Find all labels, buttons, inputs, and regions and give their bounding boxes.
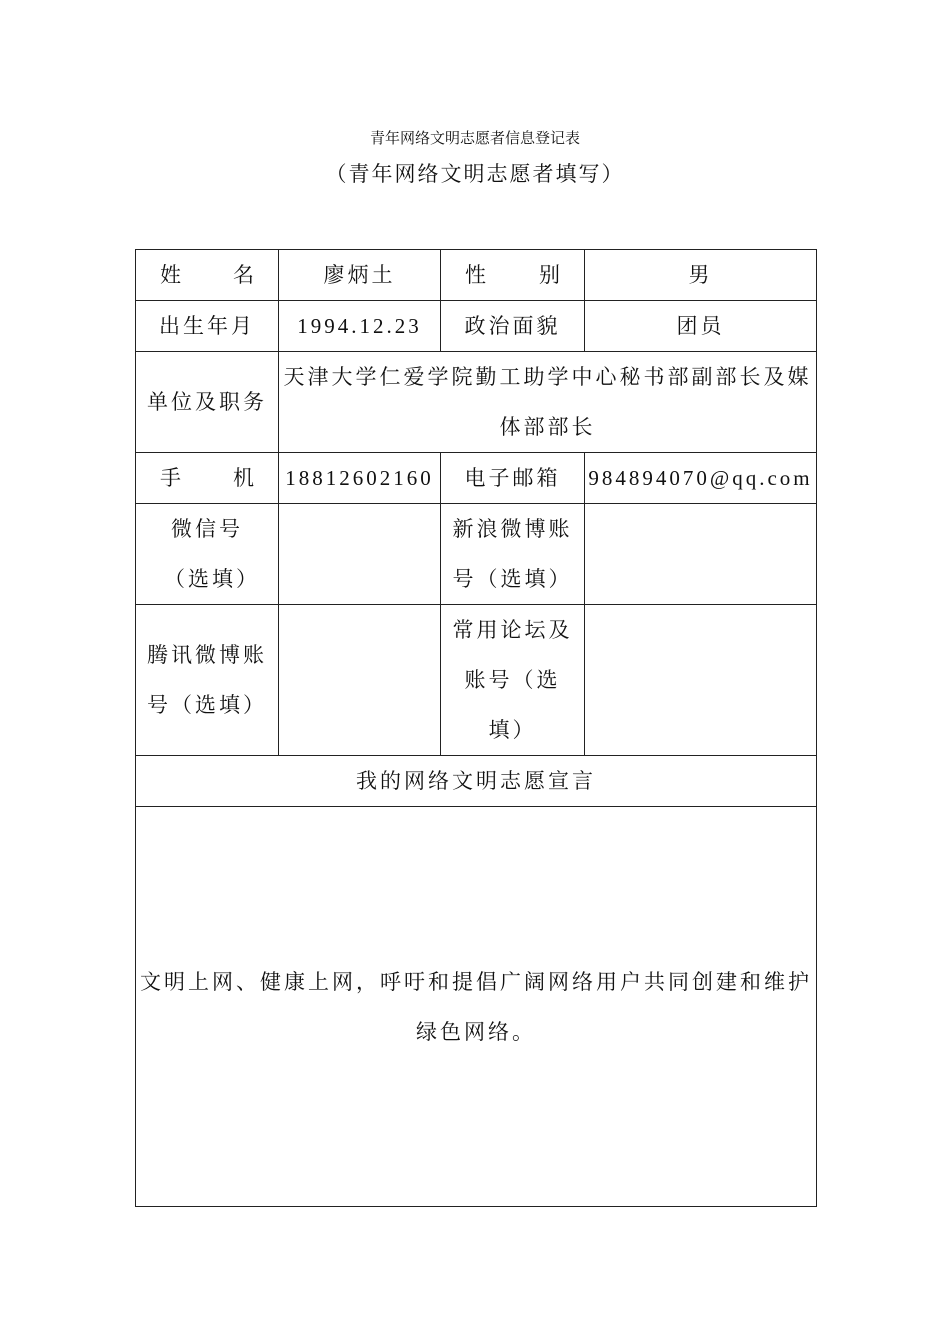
birth-label: 出生年月	[136, 301, 279, 352]
forum-value[interactable]	[585, 605, 817, 756]
name-label: 姓 名	[136, 250, 279, 301]
form-title: 青年网络文明志愿者信息登记表	[369, 129, 580, 147]
gender-label: 性 别	[441, 250, 585, 301]
form-subtitle: （青年网络文明志愿者填写）	[325, 162, 625, 186]
tencent-weibo-value[interactable]	[279, 605, 441, 756]
table-row	[136, 352, 817, 453]
birth-value[interactable]: 1994.12.23	[279, 301, 441, 352]
table-row	[136, 504, 817, 605]
gender-value[interactable]: 男	[585, 250, 817, 301]
table-row	[136, 807, 817, 1207]
name-value[interactable]: 廖炳土	[279, 250, 441, 301]
phone-label: 手 机	[136, 453, 279, 504]
table-row	[136, 250, 817, 301]
phone-value[interactable]: 18812602160	[279, 453, 441, 504]
wechat-value[interactable]	[279, 504, 441, 605]
unit-label: 单位及职务	[136, 352, 279, 453]
table-row	[136, 301, 817, 352]
sina-weibo-value[interactable]	[585, 504, 817, 605]
sina-weibo-label: 新浪微博账号（选填）	[441, 504, 585, 605]
table-row	[136, 453, 817, 504]
political-label: 政治面貌	[441, 301, 585, 352]
political-value[interactable]: 团员	[585, 301, 817, 352]
email-label: 电子邮箱	[441, 453, 585, 504]
email-value[interactable]: 984894070@qq.com	[585, 453, 817, 504]
declaration-heading: 我的网络文明志愿宣言	[136, 756, 817, 807]
wechat-label: 微信号（选填）	[136, 504, 279, 605]
tencent-weibo-label: 腾讯微博账号（选填）	[136, 605, 279, 756]
unit-value[interactable]: 天津大学仁爱学院勤工助学中心秘书部副部长及媒体部部长	[279, 352, 817, 453]
table-row	[136, 605, 817, 756]
declaration-text[interactable]: 文明上网、健康上网，呼吁和提倡广阔网络用户共同创建和维护绿色网络。	[136, 807, 817, 1207]
table-row	[136, 756, 817, 807]
registration-table	[135, 249, 817, 1207]
forum-label: 常用论坛及账号（选填）	[441, 605, 585, 756]
